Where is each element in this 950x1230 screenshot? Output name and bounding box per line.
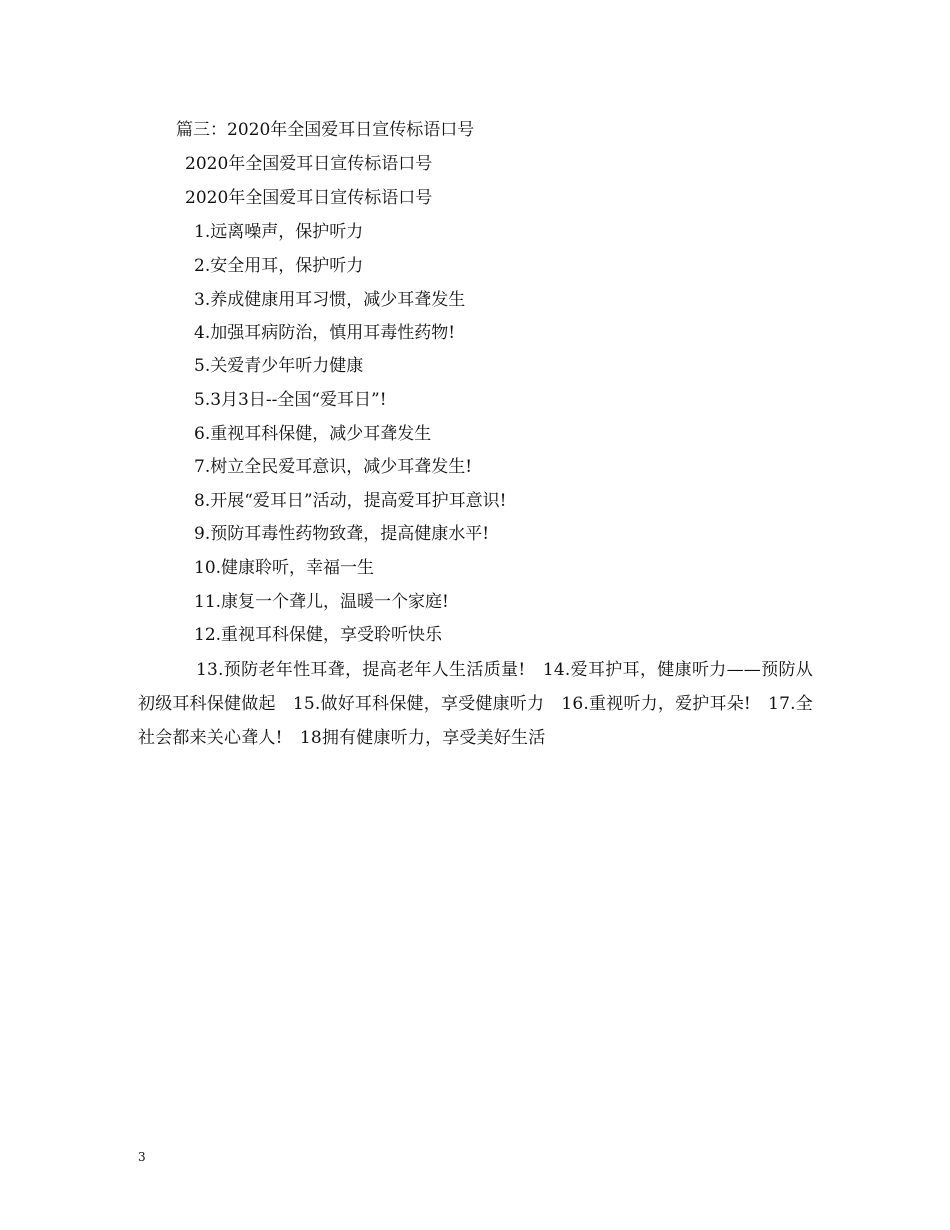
slogan-list-item: 5.3月3日--全国“爱耳日”! xyxy=(194,390,387,410)
slogan-list-item: 6.重视耳科保健，减少耳聋发生 xyxy=(194,424,432,444)
document-subtitle: 2020年全国爱耳日宣传标语口号 xyxy=(185,154,433,174)
section-heading: 篇三：2020年全国爱耳日宣传标语口号 xyxy=(176,120,475,140)
slogan-list-item: 7.树立全民爱耳意识，减少耳聋发生! xyxy=(194,457,473,477)
slogan-paragraph: 13.预防老年性耳聋，提高老年人生活质量! 14.爱耳护耳，健康听力——预防从初级耳科保健做起 15.做好耳科保健，享受健康听力 16.重视听力，爱护耳朵! 17.全社会都来关心聋人! 18拥有健康听力，享受美好生活 xyxy=(138,660,813,748)
slogan-list-item: 5.关爱青少年听力健康 xyxy=(194,356,364,376)
slogan-list-item: 8.开展“爱耳日”活动，提高爱耳护耳意识! xyxy=(194,491,507,511)
slogan-list-item: 2.安全用耳，保护听力 xyxy=(194,256,364,276)
slogan-list-item: 3.养成健康用耳习惯，减少耳聋发生 xyxy=(194,290,466,310)
slogan-list-item: 1.远离噪声，保护听力 xyxy=(194,222,364,242)
slogan-list-item: 9.预防耳毒性药物致聋，提高健康水平! xyxy=(194,524,490,544)
slogan-list-item: 10.健康聆听，幸福一生 xyxy=(194,558,375,578)
slogan-list-item: 4.加强耳病防治，慎用耳毒性药物! xyxy=(194,323,456,343)
page-number: 3 xyxy=(138,1150,146,1164)
document-subtitle-repeat: 2020年全国爱耳日宣传标语口号 xyxy=(185,188,433,208)
slogan-list-item: 12.重视耳科保健，享受聆听快乐 xyxy=(194,625,443,645)
slogan-list-item: 11.康复一个聋儿，温暖一个家庭! xyxy=(194,592,449,612)
